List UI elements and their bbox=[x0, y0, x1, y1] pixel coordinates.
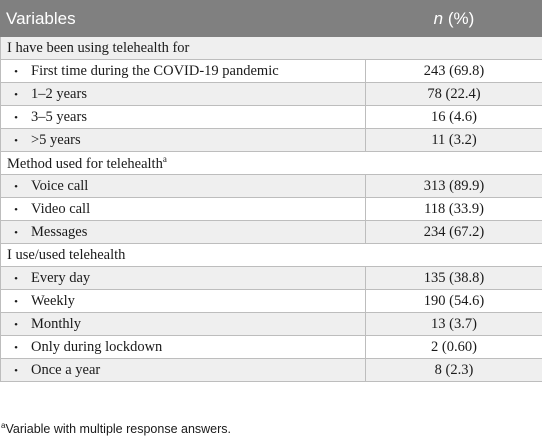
row-label: Only during lockdown bbox=[31, 338, 163, 355]
row-label: 1–2 years bbox=[31, 85, 87, 102]
row-label-cell bbox=[1, 221, 366, 244]
bullet-icon: • bbox=[14, 341, 18, 354]
section-label: I use/used telehealth bbox=[1, 244, 542, 267]
row-label-cell bbox=[1, 83, 366, 106]
bullet-icon: • bbox=[14, 226, 18, 239]
row-value: 313 (89.9) bbox=[366, 175, 542, 198]
row-value: 13 (3.7) bbox=[366, 313, 542, 336]
row-label-cell bbox=[1, 106, 366, 129]
row-label-cell bbox=[1, 198, 366, 221]
row-value: 8 (2.3) bbox=[366, 359, 542, 382]
footnote-marker: a bbox=[162, 153, 167, 164]
table-row bbox=[1, 290, 542, 313]
bullet-icon: • bbox=[14, 65, 18, 78]
bullet-icon: • bbox=[14, 111, 18, 124]
section-label: I have been using telehealth for bbox=[1, 37, 542, 60]
bullet-icon: • bbox=[14, 318, 18, 331]
table-row bbox=[1, 129, 542, 152]
row-label: First time during the COVID-19 pandemic bbox=[31, 62, 279, 79]
table-row bbox=[1, 313, 542, 336]
row-label-cell bbox=[1, 267, 366, 290]
row-value: 234 (67.2) bbox=[366, 221, 542, 244]
row-label: Weekly bbox=[31, 292, 75, 309]
row-value: 243 (69.8) bbox=[366, 60, 542, 83]
row-label: Once a year bbox=[31, 361, 101, 378]
bullet-icon: • bbox=[14, 88, 18, 101]
bullet-icon: • bbox=[14, 364, 18, 377]
row-value: 16 (4.6) bbox=[366, 106, 542, 129]
section-row bbox=[1, 244, 542, 267]
row-value: 135 (38.8) bbox=[366, 267, 542, 290]
section-row bbox=[1, 152, 542, 175]
row-label: >5 years bbox=[31, 131, 81, 148]
bullet-icon: • bbox=[14, 295, 18, 308]
row-label-cell bbox=[1, 129, 366, 152]
table-row bbox=[1, 106, 542, 129]
row-value: 190 (54.6) bbox=[366, 290, 542, 313]
row-label-cell bbox=[1, 290, 366, 313]
row-label: Video call bbox=[31, 200, 91, 217]
row-label-cell bbox=[1, 175, 366, 198]
row-value: 11 (3.2) bbox=[366, 129, 542, 152]
bullet-icon: • bbox=[14, 203, 18, 216]
row-label-cell bbox=[1, 336, 366, 359]
row-label: Messages bbox=[31, 223, 88, 240]
section-label: Method used for telehealth$^a$ bbox=[1, 152, 542, 175]
table-row bbox=[1, 198, 542, 221]
table-body bbox=[1, 37, 542, 382]
row-label: 3–5 years bbox=[31, 108, 87, 125]
row-label: Every day bbox=[31, 269, 91, 286]
row-value: 118 (33.9) bbox=[366, 198, 542, 221]
bullet-icon: • bbox=[14, 272, 18, 285]
table-row bbox=[1, 336, 542, 359]
row-label: Voice call bbox=[31, 177, 89, 194]
row-label: Monthly bbox=[31, 315, 81, 332]
header-variables: Variables bbox=[1, 1, 366, 37]
row-value: 78 (22.4) bbox=[366, 83, 542, 106]
header-n-percent: n (%) bbox=[366, 1, 542, 37]
row-label-cell bbox=[1, 60, 366, 83]
table-row bbox=[1, 60, 542, 83]
table-footnote: $^a$Variable with multiple response answers. bbox=[1, 421, 232, 437]
table-row bbox=[1, 83, 542, 106]
row-label-cell bbox=[1, 313, 366, 336]
section-row bbox=[1, 37, 542, 60]
table-header-row bbox=[1, 1, 542, 37]
table-row bbox=[1, 359, 542, 382]
table-row bbox=[1, 221, 542, 244]
row-label-cell bbox=[1, 359, 366, 382]
table-row bbox=[1, 175, 542, 198]
bullet-icon: • bbox=[14, 134, 18, 147]
table-row bbox=[1, 267, 542, 290]
bullet-icon: • bbox=[14, 180, 18, 193]
row-value: 2 (0.60) bbox=[366, 336, 542, 359]
